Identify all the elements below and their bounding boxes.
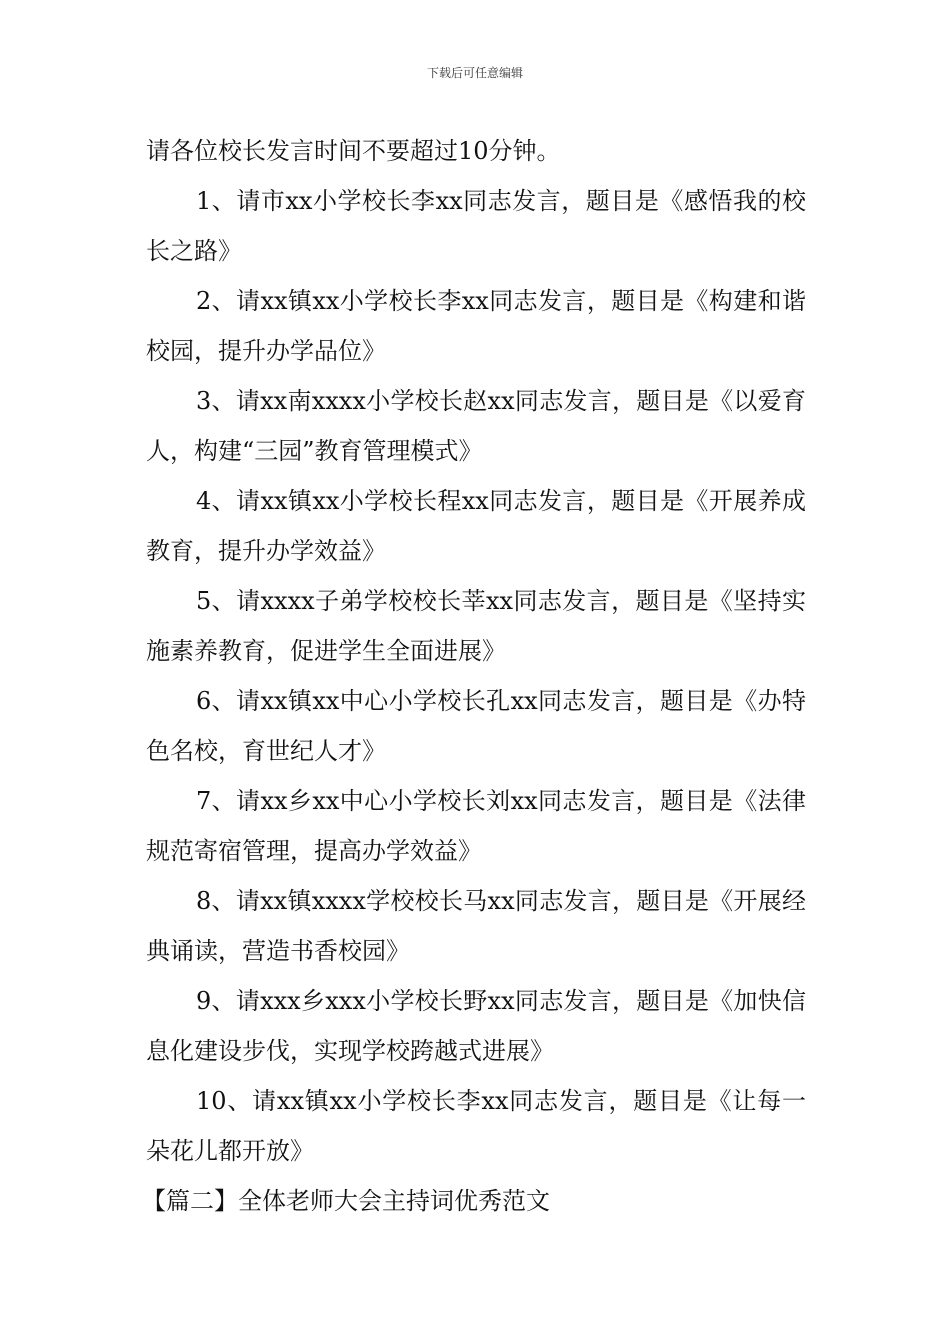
speaker-item-4: 4、请xx镇xx小学校长程xx同志发言，题目是《开展养成教育，提升办学效益》	[146, 487, 806, 565]
speaker-item-2: 2、请xx镇xx小学校长李xx同志发言，题目是《构建和谐校园，提升办学品位》	[146, 287, 806, 365]
speaker-item-10: 10、请xx镇xx小学校长李xx同志发言，题目是《让每一朵花儿都开放》	[146, 1087, 806, 1165]
speaker-item-6: 6、请xx镇xx中心小学校长孔xx同志发言，题目是《办特色名校，育世纪人才》	[146, 687, 806, 765]
speaker-item-5: 5、请xxxx子弟学校校长莘xx同志发言，题目是《坚持实施素养教育，促进学生全面进展》	[146, 587, 806, 665]
speaker-item-3: 3、请xx南xxxx小学校长赵xx同志发言，题目是《以爱育人，构建“三园”教育管理模式》	[146, 387, 806, 465]
speaker-item-8: 8、请xx镇xxxx学校校长马xx同志发言，题目是《开展经典诵读，营造书香校园》	[146, 887, 806, 965]
speaker-item-1: 1、请市xx小学校长李xx同志发言，题目是《感悟我的校长之路》	[146, 187, 806, 265]
page-header: 下载后可任意编辑	[426, 66, 523, 80]
section-heading: 【篇二】全体老师大会主持词优秀范文	[142, 1187, 550, 1215]
speaker-item-7: 7、请xx乡xx中心小学校长刘xx同志发言，题目是《法律规范寄宿管理，提高办学效益》	[146, 787, 806, 865]
intro-paragraph: 请各位校长发言时间不要超过10分钟。	[146, 137, 561, 165]
document-body	[142, 126, 806, 1226]
speaker-item-9: 9、请xxx乡xxx小学校长野xx同志发言，题目是《加快信息化建设步伐，实现学校跨越式进展》	[146, 987, 806, 1065]
